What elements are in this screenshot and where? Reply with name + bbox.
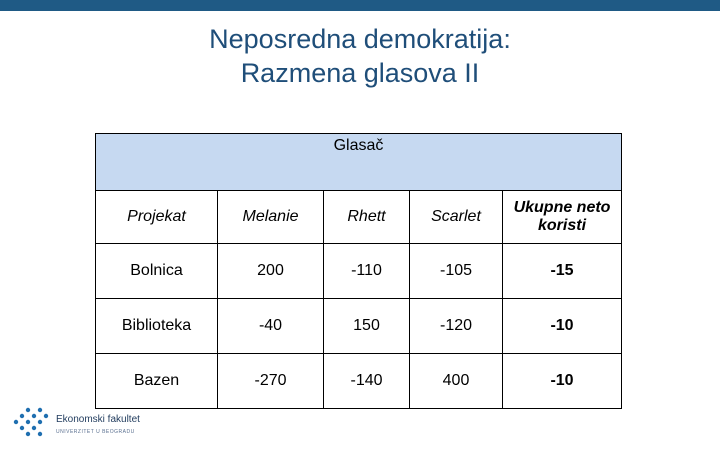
table-row — [96, 354, 622, 409]
table-cell-total: -15 — [503, 244, 622, 299]
table-cell-project: Biblioteka — [96, 299, 218, 354]
column-header: Scarlet — [410, 191, 503, 244]
slide-title-line2: Razmena glasova II — [240, 58, 480, 88]
top-accent-bar — [0, 0, 720, 11]
logo-subtitle: UNIVERZITET U BEOGRADU — [56, 429, 135, 435]
table-cell: -120 — [410, 299, 503, 354]
table-cell-project: Bolnica — [96, 244, 218, 299]
table-cell-total: -10 — [503, 299, 622, 354]
slide-title — [0, 22, 720, 90]
voter-group-header: Glasač — [96, 134, 622, 191]
table-cell: -110 — [324, 244, 410, 299]
table-cell: 400 — [410, 354, 503, 409]
slide-title-line1: Neposredna demokratija: — [209, 24, 511, 54]
column-header: Rhett — [324, 191, 410, 244]
table-cell: -140 — [324, 354, 410, 409]
logo-text — [56, 414, 140, 438]
table-cell: 200 — [218, 244, 324, 299]
voter-header-row — [96, 134, 622, 191]
column-header-row — [96, 191, 622, 244]
column-header-total: Ukupne neto koristi — [503, 191, 622, 244]
table-cell: 150 — [324, 299, 410, 354]
table-cell: -105 — [410, 244, 503, 299]
table-cell: -40 — [218, 299, 324, 354]
column-header: Projekat — [96, 191, 218, 244]
table-row — [96, 244, 622, 299]
logo-name: Ekonomski fakultet — [56, 414, 140, 425]
table-cell-project: Bazen — [96, 354, 218, 409]
vote-trading-table — [95, 133, 622, 409]
table-cell-total: -10 — [503, 354, 622, 409]
column-header: Melanie — [218, 191, 324, 244]
table-cell: -270 — [218, 354, 324, 409]
table-row — [96, 299, 622, 354]
